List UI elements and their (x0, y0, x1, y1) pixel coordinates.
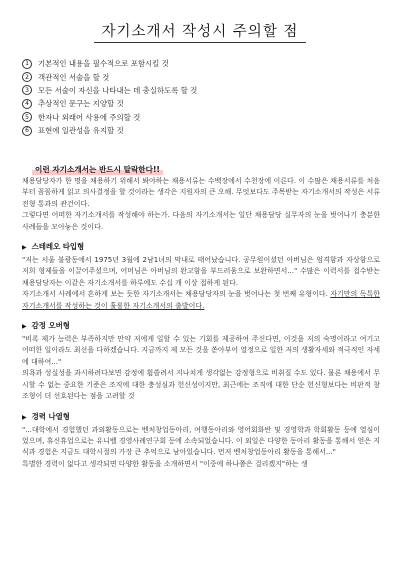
tips-list (22, 57, 382, 137)
section-paragraph (22, 289, 380, 312)
title-wrap (0, 20, 400, 43)
section-heading (22, 320, 380, 331)
intro-paragraph-2: 그렇다면 어떠한 자기소개서를 작성해야 하는가. 다음의 자기소개서는 일단 채용담당 실무자의 눈을 벗어나기 충분한 사례들을 모아놓은 것이다. (22, 211, 380, 231)
tip-text: 표현에 일관성을 유지할 것 (38, 126, 124, 136)
tip-text: 객관적인 서술을 할 것 (38, 72, 110, 82)
section-title: 경력 나열형 (31, 411, 70, 421)
intro-paragraph: 채용담당자가 한 명을 채용하기 위해서 봐야하는 채용서류는 수백장에서 수천장에 이른다. 이 수많은 채용서류를 처음부터 꼼꼼하게 읽고 의사결정을 할 것이라는 생각은 지원자의 큰 오해. 무엇보다도 주목받는 자기소개서의 작성은 서류전형 통과의 관건이다. (22, 177, 380, 208)
tip-item (22, 70, 382, 83)
main-content (22, 157, 380, 470)
section-title: 스테레오 타입형 (31, 242, 85, 252)
tip-item (22, 57, 382, 70)
triangle-bullet-icon: ▶ (22, 413, 27, 421)
circled-number: 3 (22, 85, 32, 95)
circled-number: 6 (22, 126, 32, 136)
circled-number: 4 (22, 99, 32, 109)
section-paragraph: "저는 서울 불광동에서 1975년 3월에 2남1녀의 막내로 태어났습니다. 공무원이셨던 아버님은 엄격함과 자상함으로 저희 형제들을 이끌어주셨으며, 어머님은 아버님의 완고함을 부드러움으로 보완하면서..." 수많은 이력서를 접수받는 채용담당자는 이같은 자기소개서를 하루에도 수십 개 이상 접하게 된다. (22, 256, 380, 287)
underlined-text: 자기만의 독특한 자기소개서를 작성하는 것이 훌륭한 자기소개서의 출발이다. (22, 290, 380, 310)
tip-text: 기본적인 내용을 필수적으로 포함시킬 것 (38, 59, 169, 69)
page-title: 자기소개서 작성시 주의할 점 (94, 20, 307, 43)
tip-item (22, 124, 382, 137)
tip-text: 모든 서술이 자신을 나타내는 데 충실하도록 할 것 (38, 85, 198, 95)
highlight-heading: 이런 자기소개서는 반드시 탈락한다!! (32, 164, 163, 175)
section-heading (22, 411, 380, 422)
circled-number: 1 (22, 59, 32, 69)
triangle-bullet-icon: ▶ (22, 323, 27, 331)
tip-item (22, 84, 382, 97)
section-paragraph: "비록 제가 능력은 부족하지만 만약 저에게 일할 수 있는 기회를 제공하여 주신다면, 이것을 저의 숙명이라고 여기고 어떠한 일이라도 최선을 다하겠습니다. 지금까지 제 모든 것을 쏟아부어 열정으로 일한 저의 생활자세와 적극적인 자세에 대하여..." (22, 335, 380, 366)
section-paragraph: "...대학에서 경험했던 과외활동으로는 벤처창업동아리, 여행동아리와 영어회화반 및 경영학과 학회활동 등에 열심이었으며, 휴신휴업으로는 유니벨 경영사례연구회 등에 소속되었습니다. 이 외일은 다양한 동아리 활동을 통해서 얻은 지식과 경험은 지금도 대학시절의 가장 큰 추억으로 남아있습니다. 먼저 벤처창업동아리 활동을 통해서..." (22, 425, 380, 457)
section-title: 감정 오버형 (31, 321, 70, 331)
tip-item (22, 111, 382, 124)
section-paragraph: 특별한 경력이 없다고 생각되면 다양한 활동을 소개하면서 "이중에 하나쯤은 걸리겠지"하는 생 (22, 459, 308, 468)
circled-number: 5 (22, 112, 32, 122)
section-paragraph: 의욕과 성실성을 과시하려다보면 감정에 휩쓸려서 지나치게 생각없는 감정형으로 비취질 수도 있다. 물론 채용에서 무시할 수 없는 중요한 기준은 조직에 대한 충성심과 헌신성이지만, 최근에는 조직에 대한 단순 헌신형보다는 비판적 창조형이 더 선호된다는 점을 고려할 것 (22, 369, 380, 401)
triangle-bullet-icon: ▶ (22, 244, 27, 252)
tip-item (22, 97, 382, 110)
section-text: 자기소개서 사례에서 흔하게 보는 듯한 자기소개서는 채용담당자의 눈을 벗어나는 첫 번째 유형이다. (22, 290, 331, 299)
section-heading (22, 241, 380, 252)
tip-text: 추상적인 문구는 지양할 것 (38, 99, 124, 109)
tip-text: 한자나 외래어 사용에 주의할 것 (38, 112, 141, 122)
circled-number: 2 (22, 72, 32, 82)
